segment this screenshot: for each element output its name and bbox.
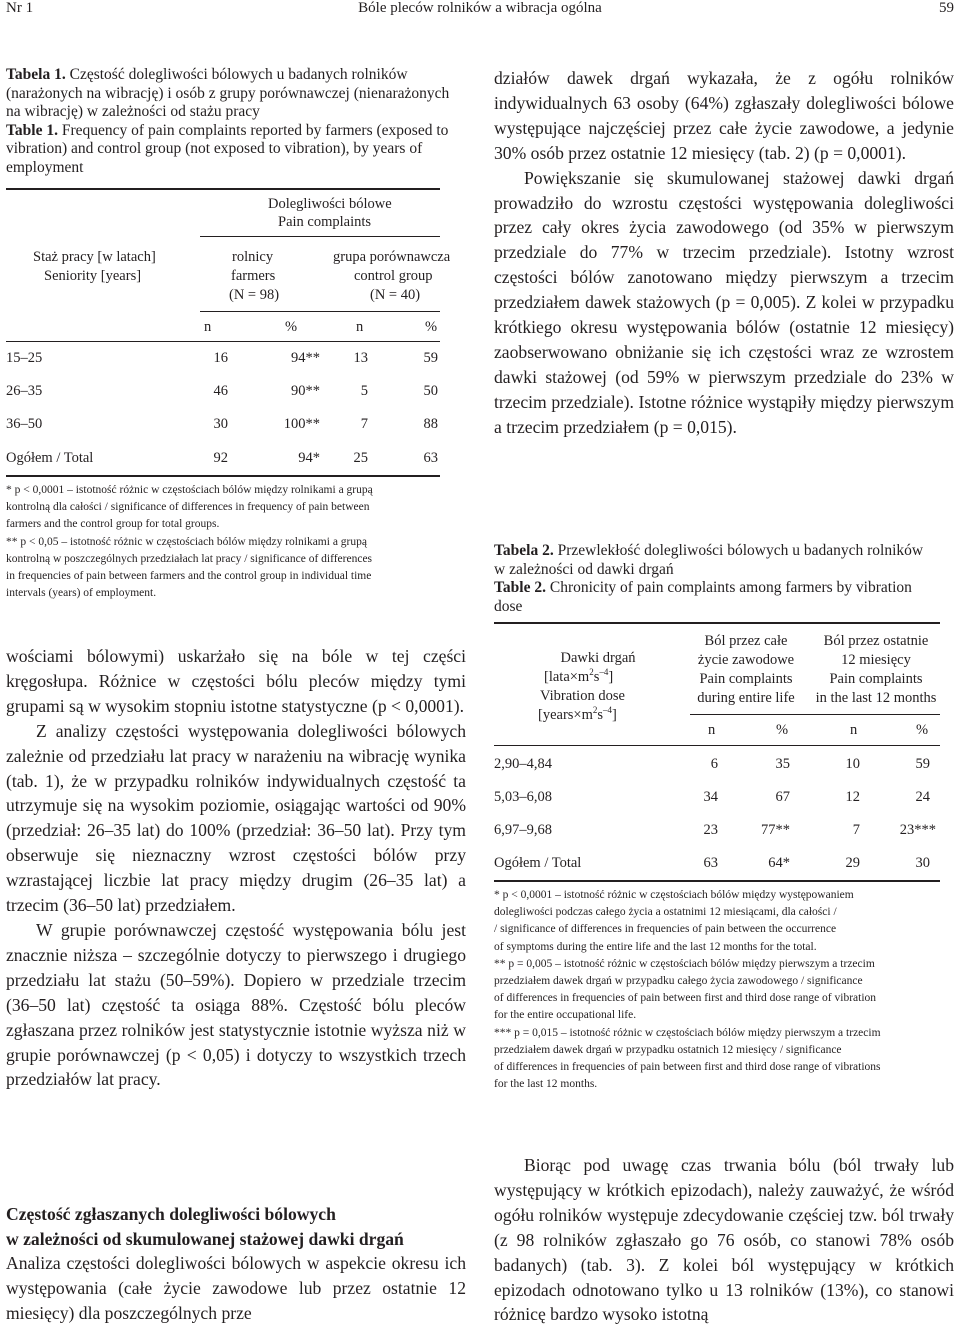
footnote-line: for the last 12 months. — [494, 1078, 598, 1091]
cell: 63 — [703, 855, 718, 871]
table1-top-rule — [6, 188, 440, 190]
cell: 30 — [213, 416, 228, 432]
unit-sup: –4 — [599, 667, 609, 678]
row-label: 2,90–4,84 — [494, 756, 552, 772]
paragraph: Analiza częstości dolegliwości bólowych w aspekcie okresu ich występowania (całe życie zawodowe lub przez ostatnie 12 miesięcy) dla poszczególnych prze — [6, 1253, 466, 1323]
footnote-line: ** p = 0,005 – istotność różnic w częstościach bólów między pierwszym a trzecim — [494, 957, 875, 970]
table1-sub-pct2: % — [425, 319, 438, 335]
left-column-body — [6, 644, 466, 1092]
table1-head-group: Dolegliwości bólowe — [268, 196, 392, 212]
table1-head-control: grupa porównawcza — [333, 249, 451, 265]
unit-sup: 2 — [592, 705, 598, 716]
row-label: Ogółem / Total — [6, 450, 94, 466]
cell: 23*** — [899, 822, 936, 838]
table2-head-life-en-2: during entire life — [697, 690, 795, 706]
row-label: 5,03–6,08 — [494, 789, 552, 805]
table2-head-dose: Dawki drgań — [560, 650, 636, 666]
unit-text: [years×m — [538, 707, 593, 723]
cell: 67 — [775, 789, 790, 805]
section-heading-line: Częstość zgłaszanych dolegliwości bólowych — [6, 1204, 336, 1224]
footnote-line: kontrolną w poszczególnych przedziałach lat pracy / significance of differences — [6, 552, 373, 565]
table2-sub-n2: n — [850, 722, 858, 738]
table1-sub-rule — [200, 311, 440, 312]
table1-head-rule — [6, 341, 440, 342]
table1-caption-pl: Tabela 1. Częstość dolegliwości bólowych u badanych rolników (narażonych na wibrację) i osób z grupy porównawczej (nienarażonych na wibrację) w zależności od stażu pracy — [6, 66, 450, 120]
table2-caption — [494, 542, 924, 616]
cell: 94* — [298, 450, 320, 466]
unit-text: s — [597, 707, 604, 723]
footnote-line: / significance of differences in frequencies of pain between the occurrence — [494, 923, 837, 936]
right-column-body — [494, 66, 954, 440]
row-label: Ogółem / Total — [494, 855, 582, 871]
section-heading — [6, 1202, 476, 1251]
cell: 50 — [423, 383, 438, 399]
table1-head-control-en: control group — [354, 268, 433, 284]
cell: 90** — [291, 383, 320, 399]
cell: 88 — [423, 416, 438, 432]
section-heading-line: w zależności od skumulowanej stażowej dawki drgań — [6, 1228, 404, 1249]
cell: 94** — [291, 350, 320, 366]
paragraph: działów dawek drgań wykazała, że z ogółu rolników indywidualnych 63 osoby (64%) zgłaszały dolegliwości bólowe występujące najczęściej przez całe życie zawodowe, a jedynie 30% osób przez ostatnie 12 miesięcy (tab. 2) (p = 0,0001). — [494, 68, 954, 163]
cell: 34 — [703, 789, 718, 805]
footnote-line: dolegliwości podczas całego życia a ostatnimi 12 miesiącami, dla całości / — [494, 906, 837, 919]
table2-head-life-en: Pain complaints — [699, 671, 793, 687]
footnote-line: * p < 0,0001 – istotność różnic w częstościach bólów między występowaniem — [494, 889, 854, 901]
table1-head-farmers: rolnicy — [232, 249, 274, 265]
footnote-line: of differences in frequencies of pain between first and third dose range of vibration — [494, 992, 877, 1005]
cell: 23 — [703, 822, 718, 838]
unit-text: ] — [608, 669, 614, 685]
running-header — [0, 0, 960, 24]
cell: 77** — [761, 822, 790, 838]
table2-sub-rule — [690, 714, 940, 715]
cell: 64* — [768, 855, 790, 871]
table1-sub-n2: n — [356, 319, 364, 335]
footnote-line: of differences in frequencies of pain between first and third dose range of vibrations — [494, 1061, 881, 1074]
cell: 24 — [915, 789, 930, 805]
footnote-line: intervals (years) of employment. — [6, 587, 157, 600]
paragraph: Biorąc pod uwagę czas trwania bólu (ból trwały lub występujący w krótkich epizodach), należy zauważyć, że wśród ogółu rolników występuje zdecydowanie częściej tzw. ból trwały (z 98 rolników zgłaszało go 76 osób, co stanowi 78% osób badanych) (tab. 3). Z kolei ból występujący w krótkich epizodach odnotowano tylko u 13 rolników (13%), co stanowi różnicę bardzo wysoko istotną — [494, 1155, 954, 1325]
table1-footnotes — [6, 482, 456, 602]
table1-caption — [6, 66, 461, 177]
cell: 5 — [360, 383, 368, 399]
table1-head-farmers-en: farmers — [231, 268, 276, 284]
table2-head-dose-unit-en — [538, 707, 617, 724]
footnote-line: farmers and the control group for total groups. — [6, 518, 220, 531]
unit-sup: –4 — [603, 705, 613, 716]
cell: 35 — [775, 756, 790, 772]
table1-head-control-n: (N = 40) — [370, 287, 421, 303]
cell: 7 — [852, 822, 860, 838]
cell: 63 — [423, 450, 438, 466]
cell: 25 — [353, 450, 368, 466]
table1-group-rule — [200, 236, 440, 237]
table2-head-dose-en: Vibration dose — [540, 688, 625, 704]
table2-caption-en: Table 2. Chronicity of pain complaints among farmers by vibration dose — [494, 579, 912, 615]
left-column-body-2 — [6, 1251, 466, 1326]
paragraph: Z analizy częstości występowania dolegliwości bólowych zależnie od przedziału lat pracy w narażeniu na wibrację wynika (tab. 1), że w przypadku rolników indywidualnych częstość ta utrzymuje się na wysokim poziomie, osiągając wartości od 90% (przedział: 26–35 lat) do 100% (przedział: 36–50 lat). Przy tym obserwuje się nieznaczny wzrost częstości bólów przy wzrastającej liczbie lat pracy między drugim (26–35 lat) a trzecim (36–50 lat) przedziałem. — [6, 720, 466, 916]
cell: 59 — [915, 756, 930, 772]
footnote-line: ** p < 0,05 – istotność różnic w częstościach bólów między rolnikami a grupą — [6, 535, 367, 548]
footnote-line: kontrolną dla całości / significance of differences in frequency of pain between — [6, 501, 370, 514]
row-label: 15–25 — [6, 350, 43, 366]
row-label: 26–35 — [6, 383, 43, 399]
paragraph: W grupie porównawczej częstość występowania bólu jest znacznie niższa – szczególnie dotyczy to pierwszego i drugiego przedziału lat stażu (50–59%). Dopiero w przedziale trzecim (36–50 lat) częstość ta osiąga 88%. Częstość bólu pleców zgłaszana przez rolników jest statystycznie istotnie wyższa niż w grupie porównawczej (p < 0,05) i dotyczy to wszystkich trzech przedziałów lat pracy. — [6, 919, 466, 1090]
table2-caption-pl: Tabela 2. Przewlekłość dolegliwości bólowych u badanych rolników w zależności od dawki drgań — [494, 542, 924, 578]
table1-head-seniority-en: Seniority [years] — [44, 268, 142, 284]
cell: 59 — [423, 350, 438, 366]
table1-head-seniority: Staż pracy [w latach] — [33, 249, 156, 265]
cell: 10 — [845, 756, 860, 772]
cell: 6 — [710, 756, 718, 772]
cell: 16 — [213, 350, 228, 366]
cell: 7 — [360, 416, 368, 432]
table2-head-12m-2: 12 miesięcy — [841, 652, 911, 668]
table2-sub-pct2: % — [916, 722, 929, 738]
cell: 13 — [353, 350, 368, 366]
table2-head-12m: Ból przez ostatnie — [823, 633, 929, 649]
cell: 92 — [213, 450, 228, 466]
unit-text: ] — [612, 707, 617, 723]
footnote-line: przedziałem dawek drgań w przypadku ostatnich 12 miesięcy / significance — [494, 1043, 842, 1056]
table2-sub-n1: n — [708, 722, 716, 738]
running-title: Bóle pleców rolników a wibracja ogólna — [358, 0, 602, 16]
paragraph: Powiększanie się skumulowanej stażowej dawki drgań prowadziło do wzrostu częstości występowania dolegliwości przez cały okres życia zawodowego (od 35% w pierwszym przedziale do 77% w trzecim przedziale). Istotny wzrost częstości bólów zanotowano między pierwszym a trzecim przedziałem dawek stażowych (p = 0,005). Z kolei w przypadku krótkiego okresu występowania bólów (ostatnie 12 miesięcy) zaobserwowano obniżanie się ich częstości wraz ze wzrostem dawki stażowej (od 59% w pierwszym przedziale do 23% w trzecim przedziale). Istotne różnice wystąpiły między pierwszym a trzecim przedziałem (p = 0,015). — [494, 167, 954, 437]
table1-bottom-rule — [6, 475, 440, 477]
issue-number: Nr 1 — [6, 0, 34, 16]
unit-sup: 2 — [589, 667, 594, 678]
cell: 30 — [915, 855, 930, 871]
table2-head-12m-en-2: in the last 12 months — [815, 690, 937, 706]
page-number: 59 — [939, 0, 954, 16]
right-column-body-2 — [494, 1153, 954, 1327]
unit-text: s — [593, 669, 600, 685]
row-label: 6,97–9,68 — [494, 822, 552, 838]
table2-bottom-rule — [494, 880, 940, 882]
cell: 12 — [845, 789, 860, 805]
table2-head-dose-unit — [544, 669, 613, 686]
table2-footnotes — [494, 887, 956, 1093]
table1-sub-pct1: % — [285, 319, 298, 335]
row-label: 36–50 — [6, 416, 43, 432]
footnote-line: in frequencies of pain between farmers and the control group in individual time — [6, 570, 372, 583]
table2-head-life-2: życie zawodowe — [697, 652, 795, 668]
table2-head-12m-en: Pain complaints — [829, 671, 923, 687]
cell: 100** — [283, 416, 320, 432]
footnote-line: * p < 0,0001 – istotność różnic w częstościach bólów między rolnikami a grupą — [6, 484, 373, 496]
table1-caption-en: Table 1. Frequency of pain complaints reported by farmers (exposed to vibration) and control group (not exposed to vibration), by years of employment — [6, 121, 449, 176]
table2-top-rule — [494, 622, 940, 624]
unit-text: [lata×m — [544, 669, 590, 685]
table1-head-farmers-n: (N = 98) — [229, 287, 280, 303]
footnote-line: for the entire occupational life. — [494, 1009, 637, 1022]
paragraph: wościami bólowymi) uskarżało się na bóle w tej części kręgosłupa. Różnice w częstości bólu pleców między tymi grupami są w wysokim stopniu istotne statystyczne (p < 0,0001). — [6, 646, 466, 716]
table2-sub-pct1: % — [776, 722, 789, 738]
table1-head-group-en: Pain complaints — [278, 214, 372, 230]
footnote-line: przedziałem dawek drgań w przypadku całego życia zawodowego / significance — [494, 975, 863, 988]
table2-head-life: Ból przez całe — [704, 633, 788, 649]
footnote-line: *** p = 0,015 – istotność różnic w częstościach bólów między pierwszym a trzecim — [494, 1026, 881, 1039]
cell: 29 — [845, 855, 860, 871]
table2-head-rule — [494, 745, 940, 746]
cell: 46 — [213, 383, 228, 399]
footnote-line: of symptoms during the entire life and the last 12 months for the total. — [494, 940, 817, 953]
table1-sub-n1: n — [204, 319, 212, 335]
